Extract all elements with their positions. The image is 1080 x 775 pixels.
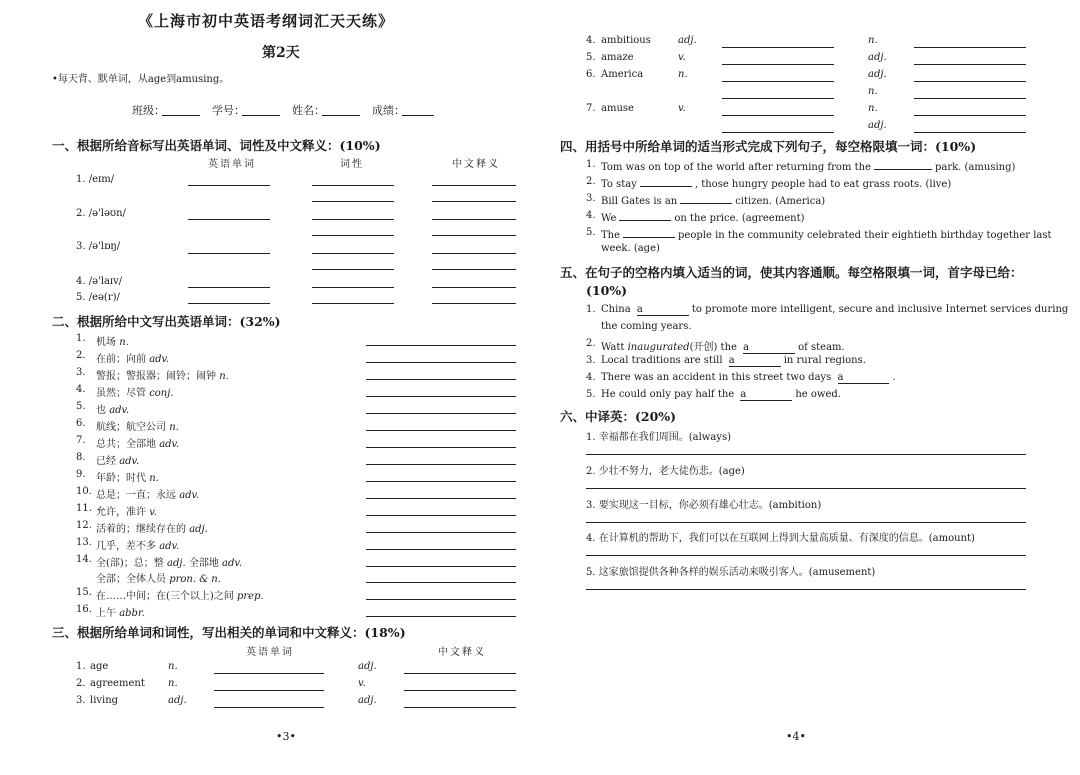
item-number: 4. [586, 372, 596, 383]
answer-blank[interactable] [740, 389, 792, 401]
sentence-part: We [601, 213, 617, 224]
part-of-speech: adj. [189, 524, 208, 535]
target-part-of-speech: n. [868, 86, 878, 97]
answer-line-meaning[interactable] [432, 235, 516, 236]
sentence-part: in rural regions. [783, 355, 866, 366]
sentence-part: To stay [601, 179, 637, 190]
sentence-part: Local traditions are still [601, 355, 723, 366]
answer-line[interactable] [366, 345, 516, 346]
answer-line[interactable] [366, 362, 516, 363]
vocab-item [96, 401, 129, 416]
answer-line-word[interactable] [214, 690, 324, 691]
part-of-speech: n. [219, 371, 229, 382]
answer-line[interactable] [366, 430, 516, 431]
vocab-item [96, 435, 179, 450]
answer-line-pos[interactable] [312, 303, 394, 304]
given-word: age [90, 661, 109, 672]
sentence-part: on the price. (agreement) [674, 213, 805, 224]
answer-line-meaning[interactable] [914, 132, 1026, 133]
part-of-speech: adv. [222, 558, 243, 569]
first-letter: a [740, 389, 747, 400]
sentence-part: The [601, 230, 621, 241]
item-number: 13. [76, 537, 92, 548]
fill-sentence [601, 210, 804, 224]
answer-line-meaning[interactable] [432, 303, 516, 304]
answer-line-meaning[interactable] [432, 185, 516, 186]
answer-line[interactable] [366, 532, 516, 533]
header-part-of-speech: 词性 [340, 159, 364, 170]
header-chinese-meaning: 中文释义 [452, 159, 500, 170]
answer-line-word[interactable] [188, 253, 270, 254]
part-of-speech: conj. [149, 388, 174, 399]
given-word: ambitious [601, 35, 651, 46]
answer-line-word[interactable] [722, 81, 834, 82]
target-part-of-speech: n. [868, 103, 878, 114]
part-of-speech: prep. [237, 591, 264, 602]
score-label: 成绩： [372, 104, 405, 117]
target-part-of-speech: adj. [868, 69, 887, 80]
answer-line-word[interactable] [188, 287, 270, 288]
item-number: 4. [76, 384, 86, 395]
section-1-title: 一、根据所给音标写出英语单词、词性及中文释义：(10%) [52, 138, 381, 153]
sentence-part: people in the community celebrated their eightieth birthday together last [678, 230, 1052, 241]
vocab-item [96, 537, 179, 552]
given-word: amaze [601, 52, 634, 63]
part-of-speech: adj. [167, 558, 186, 569]
chinese-meaning: 几乎，差不多 [96, 541, 156, 552]
answer-line[interactable] [366, 413, 516, 414]
class-label: 班级： [132, 104, 165, 117]
answer-blank[interactable] [729, 355, 781, 367]
target-part-of-speech: v. [358, 678, 366, 689]
phonetic-item: 2. /ə'ləʊn/ [76, 208, 126, 219]
translation-prompt: 1. 幸福都在我们周围。(always) [586, 432, 731, 443]
vocab-item [96, 554, 242, 569]
answer-line[interactable] [366, 498, 516, 499]
vocab-item [96, 469, 159, 484]
item-number: 1. [586, 304, 596, 315]
sentence-part: park. (amusing) [934, 162, 1016, 173]
section-6-title: 六、中译英：(20%) [560, 409, 677, 424]
answer-blank[interactable] [874, 159, 932, 170]
chinese-meaning: 航线；航空公司 [96, 422, 166, 433]
class-field[interactable] [162, 115, 200, 116]
vocab-item [96, 350, 169, 365]
fill-sentence [601, 389, 841, 401]
part-of-speech: v. [149, 507, 157, 518]
vocab-item [96, 333, 129, 348]
answer-line-word[interactable] [722, 47, 834, 48]
answer-line[interactable] [366, 616, 516, 617]
name-field[interactable] [322, 115, 360, 116]
item-number: 6. [586, 69, 596, 80]
given-word: amuse [601, 103, 634, 114]
vocab-item [96, 452, 139, 467]
item-number: 1. [76, 333, 86, 344]
answer-line-meaning[interactable] [404, 673, 516, 674]
answer-blank[interactable] [623, 227, 675, 238]
chinese-meaning: 已经 [96, 456, 116, 467]
item-number: 2. [76, 350, 86, 361]
answer-line[interactable] [366, 549, 516, 550]
answer-line-word[interactable] [214, 707, 324, 708]
answer-line-meaning[interactable] [432, 287, 516, 288]
section-3-title: 三、根据所给单词和词性，写出相关的单词和中文释义：(18%) [52, 625, 406, 640]
part-of-speech: n. [169, 422, 179, 433]
translation-answer-line[interactable] [586, 555, 1026, 556]
answer-line-meaning[interactable] [914, 47, 1026, 48]
chinese-meaning: 在……中间；在(三个以上)之间 [96, 591, 234, 602]
sentence-continuation: the coming years. [601, 321, 692, 332]
item-number: 16. [76, 604, 92, 615]
translation-answer-line[interactable] [586, 522, 1026, 523]
chinese-meaning: 总是；一直；永远 [96, 490, 176, 501]
chinese-meaning: 年龄；时代 [96, 473, 146, 484]
first-letter: a [636, 304, 643, 315]
translation-prompt: 2. 少壮不努力，老大徒伤悲。(age) [586, 466, 745, 477]
sentence-part: . [892, 372, 896, 383]
chinese-meaning: 警报；警报器；闹铃；闹钟 [96, 371, 216, 382]
part-of-speech: abbr. [119, 608, 145, 619]
part-of-speech: n. [149, 473, 159, 484]
vocab-item [96, 486, 199, 501]
vocab-item [96, 384, 174, 399]
sentence-continuation: week. (age) [601, 243, 660, 254]
answer-line-pos[interactable] [312, 201, 394, 202]
item-number: 15. [76, 587, 92, 598]
answer-blank[interactable] [743, 342, 795, 354]
answer-line[interactable] [366, 481, 516, 482]
answer-line-word[interactable] [722, 98, 834, 99]
sentence-part: of steam. [798, 342, 845, 353]
phonetic-item: 3. /ə'lɒŋ/ [76, 241, 121, 252]
item-number: 12. [76, 520, 92, 531]
header-chinese-meaning: 中文释义 [438, 647, 486, 658]
item-number: 8. [76, 452, 86, 463]
item-number: 7. [586, 103, 596, 114]
fill-sentence [601, 372, 896, 384]
worksheet-title: 《上海市初中英语考纲词汇天天练》 [138, 12, 395, 30]
item-number: 9. [76, 469, 86, 480]
item-number: 3. [586, 355, 596, 366]
student-id-label: 学号： [212, 104, 245, 117]
instruction-text: •每天背、默单词，从age到amusing。 [52, 74, 230, 85]
answer-line[interactable] [366, 464, 516, 465]
answer-line-meaning[interactable] [432, 201, 516, 202]
answer-line-word[interactable] [188, 219, 270, 220]
answer-line-meaning[interactable] [432, 219, 516, 220]
given-word: America [601, 69, 644, 80]
glossed-word: inaugurated [627, 342, 690, 353]
student-id-field[interactable] [242, 115, 280, 116]
chinese-meaning: 允许，准许 [96, 507, 146, 518]
answer-line[interactable] [366, 396, 516, 397]
part-of-speech: n. [168, 678, 178, 689]
page-number-left: •3• [276, 730, 296, 743]
chinese-meaning: 也 [96, 405, 106, 416]
section-5-title: 五、在句子的空格内填入适当的词，使其内容通顺。每空格限填一词，首字母已给： [560, 265, 1023, 280]
item-number: 7. [76, 435, 86, 446]
answer-line-word[interactable] [722, 115, 834, 116]
item-number: 3. [76, 367, 86, 378]
phonetic-item: 5. /eə(r)/ [76, 292, 120, 303]
answer-blank[interactable] [838, 372, 890, 384]
sentence-part: Watt [601, 342, 625, 353]
answer-line-meaning[interactable] [404, 707, 516, 708]
target-part-of-speech: adj. [868, 52, 887, 63]
sentence-part: Tom was on top of the world after returning from the [601, 162, 871, 173]
chinese-meaning: 虽然；尽管 [96, 388, 146, 399]
part-of-speech: v. [678, 103, 686, 114]
item-number: 10. [76, 486, 92, 497]
section-2-title: 二、根据所给中文写出英语单词：(32%) [52, 314, 281, 329]
part-of-speech: v. [678, 52, 686, 63]
chinese-meaning: 机场 [96, 337, 116, 348]
chinese-meaning: 活着的；继续存在的 [96, 524, 186, 535]
sentence-part: citizen. (America) [735, 196, 826, 207]
item-number: 3. [76, 695, 86, 706]
answer-blank[interactable] [619, 210, 671, 221]
chinese-meaning: 全(部)；总；整 [96, 558, 164, 569]
answer-line[interactable] [366, 447, 516, 448]
vocab-item [96, 520, 208, 535]
fill-sentence [601, 304, 1068, 316]
item-number: 14. [76, 554, 92, 565]
part-of-speech: adv. [179, 490, 200, 501]
chinese-meaning: 全部地 [188, 558, 219, 569]
chinese-meaning: 上午 [96, 608, 116, 619]
item-number: 4. [586, 210, 596, 221]
answer-line-meaning[interactable] [914, 81, 1026, 82]
fill-sentence [601, 338, 845, 354]
answer-blank[interactable] [637, 304, 689, 316]
sentence-part: Bill Gates is an [601, 196, 678, 207]
item-number: 2. [586, 338, 596, 349]
part-of-speech: adj. [678, 35, 697, 46]
item-number: 11. [76, 503, 92, 514]
answer-line-word[interactable] [722, 64, 834, 65]
score-field[interactable] [402, 115, 434, 116]
answer-line-meaning[interactable] [432, 253, 516, 254]
item-number: 5. [586, 52, 596, 63]
section-5-score: (10%) [586, 283, 628, 298]
sentence-part: He could only pay half the [601, 389, 735, 400]
answer-line[interactable] [366, 566, 516, 567]
section-4-title: 四、用括号中所给单词的适当形式完成下列句子，每空格限填一词：(10%) [560, 139, 977, 154]
fill-sentence [601, 227, 1052, 241]
header-english-word: 英语单词 [208, 159, 256, 170]
vocab-item [96, 367, 229, 382]
part-of-speech: n. [119, 337, 129, 348]
name-label: 姓名： [292, 104, 325, 117]
first-letter: a [728, 355, 735, 366]
part-of-speech: pron. & n. [169, 574, 221, 585]
first-letter: a [743, 342, 750, 353]
part-of-speech: adv. [149, 354, 170, 365]
translation-answer-line[interactable] [586, 454, 1026, 455]
vocab-item [96, 587, 264, 602]
vocab-item [96, 503, 157, 518]
part-of-speech: n. [678, 69, 688, 80]
chinese-meaning: 总共；全部地 [96, 439, 156, 450]
part-of-speech: adv. [159, 541, 180, 552]
translation-prompt: 5. 这家旅馆提供各种各样的娱乐活动来吸引客人。(amusement) [586, 567, 876, 578]
answer-line-word[interactable] [188, 185, 270, 186]
answer-line-word[interactable] [214, 673, 324, 674]
part-of-speech: adj. [168, 695, 187, 706]
sentence-part: to promote more intelligent, secure and inclusive Internet services during [691, 304, 1069, 315]
answer-blank[interactable] [680, 193, 732, 204]
fill-sentence [601, 159, 1015, 173]
item-number: 6. [76, 418, 86, 429]
sentence-part: China [601, 304, 631, 315]
sentence-part: There was an accident in this street two days [601, 372, 832, 383]
vocab-item [96, 418, 179, 433]
chinese-meaning: 在前；向前 [96, 354, 146, 365]
answer-line-meaning[interactable] [432, 269, 516, 270]
given-word: agreement [90, 678, 145, 689]
item-number: 1. [586, 159, 596, 170]
fill-sentence [601, 355, 866, 367]
target-part-of-speech: n. [868, 35, 878, 46]
part-of-speech: adv. [119, 456, 140, 467]
answer-line-word[interactable] [188, 303, 270, 304]
vocab-item-continued [96, 570, 221, 585]
answer-line-meaning[interactable] [914, 64, 1026, 65]
vocab-item [96, 604, 145, 619]
answer-line[interactable] [366, 515, 516, 516]
target-part-of-speech: adj. [358, 695, 377, 706]
fill-sentence [601, 176, 951, 190]
chinese-meaning: 全部；全体人员 [96, 574, 166, 585]
day-label: 第2天 [262, 45, 300, 61]
part-of-speech: n. [168, 661, 178, 672]
answer-line-meaning[interactable] [914, 98, 1026, 99]
item-number: 3. [586, 193, 596, 204]
part-of-speech: adv. [109, 405, 130, 416]
answer-line-pos[interactable] [312, 253, 394, 254]
target-part-of-speech: adj. [358, 661, 377, 672]
answer-line-word[interactable] [722, 132, 834, 133]
sentence-part: he owed. [795, 389, 841, 400]
answer-line[interactable] [366, 582, 516, 583]
answer-line-meaning[interactable] [404, 690, 516, 691]
item-number: 2. [586, 176, 596, 187]
item-number: 5. [586, 227, 596, 238]
header-english-word: 英语单词 [246, 647, 294, 658]
gloss-text: (开创) the [689, 342, 737, 353]
translation-prompt: 4. 在计算机的帮助下，我们可以在互联网上得到大量高质量、有深度的信息。(amount) [586, 533, 975, 544]
item-number: 1. [76, 661, 86, 672]
sentence-part: , those hungry people had to eat grass roots. (live) [694, 179, 952, 190]
answer-line-meaning[interactable] [914, 115, 1026, 116]
translation-answer-line[interactable] [586, 589, 1026, 590]
answer-line-pos[interactable] [312, 269, 394, 270]
translation-prompt: 3. 要实现这一目标，你必须有雄心壮志。(ambition) [586, 500, 822, 511]
answer-blank[interactable] [640, 176, 692, 187]
item-number: 5. [76, 401, 86, 412]
item-number: 2. [76, 678, 86, 689]
first-letter: a [837, 372, 844, 383]
answer-line-pos[interactable] [312, 235, 394, 236]
phonetic-item: 4. /ə'laɪv/ [76, 276, 123, 287]
answer-line[interactable] [366, 599, 516, 600]
answer-line-pos[interactable] [312, 219, 394, 220]
page-number-right: •4• [786, 730, 806, 743]
given-word: living [90, 695, 119, 706]
answer-line-pos[interactable] [312, 185, 394, 186]
item-number: 4. [586, 35, 596, 46]
phonetic-item: 1. /eɪm/ [76, 174, 115, 185]
item-number: 5. [586, 389, 596, 400]
target-part-of-speech: adj. [868, 120, 887, 131]
answer-line-pos[interactable] [312, 287, 394, 288]
fill-sentence [601, 193, 825, 207]
answer-line[interactable] [366, 379, 516, 380]
translation-answer-line[interactable] [586, 488, 1026, 489]
part-of-speech: adv. [159, 439, 180, 450]
